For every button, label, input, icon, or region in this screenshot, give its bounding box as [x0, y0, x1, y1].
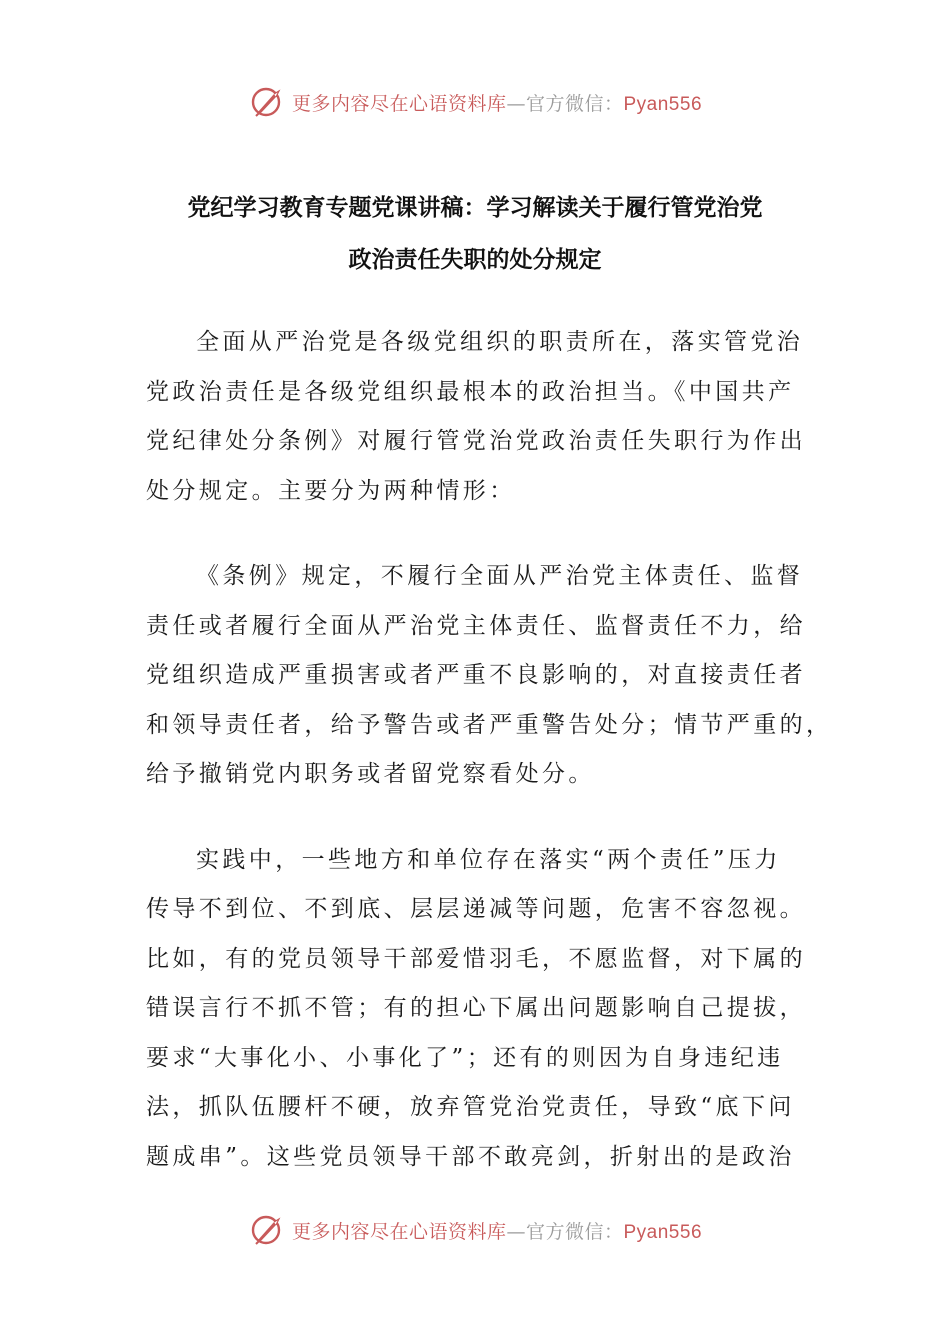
paragraph-line: 处分规定。主要分为两种情形：: [146, 477, 516, 504]
paragraph-line: 《条例》规定，不履行全面从严治党主体责任、监督: [196, 563, 804, 589]
paragraph-line: 实践中，一些地方和单位存在落实“两个责任”压力: [196, 846, 781, 873]
banner-label: 官方微信：: [525, 92, 624, 115]
title-line-2: 政治责任失职的处分规定: [348, 246, 602, 273]
document-title: [150, 182, 800, 286]
banner-wechat-id: Pyan556: [623, 1221, 703, 1243]
pen-nib-logo-icon: [248, 1210, 288, 1250]
banner-dash: —: [506, 1220, 526, 1243]
paragraph: [146, 552, 833, 800]
banner-text: [292, 1217, 702, 1244]
pen-nib-logo-icon: [248, 82, 288, 122]
paragraph-line: 传导不到位、不到底、层层递减等问题，危害不容忽视。: [146, 896, 806, 922]
banner-label: 官方微信：: [525, 1220, 624, 1243]
paragraph-line: 党组织造成严重损害或者严重不良影响的，对直接责任者: [146, 662, 806, 688]
banner-dash: —: [506, 92, 526, 115]
paragraph-line: 党纪律处分条例》对履行管党治党政治责任失职行为作出: [146, 428, 806, 454]
banner-main: 更多内容尽在心语资料库: [291, 92, 507, 115]
paragraph-line: 党政治责任是各级党组织最根本的政治担当。《中国共产: [146, 378, 795, 405]
paragraph-line: 全面从严治党是各级党组织的职责所在，落实管党治: [196, 329, 804, 355]
banner-text: [292, 89, 702, 116]
banner-wechat-id: Pyan556: [623, 93, 703, 115]
document-body: [146, 318, 833, 1218]
paragraph: [146, 836, 806, 1183]
footer-banner: [0, 1210, 950, 1250]
paragraph-line: 错误言行不抓不管；有的担心下属出问题影响自己提拔，: [146, 995, 806, 1021]
paragraph-line: 比如，有的党员领导干部爱惜羽毛，不愿监督，对下属的: [146, 945, 806, 972]
header-banner: [0, 82, 950, 122]
paragraph-line: 要求“大事化小、小事化了”；还有的则因为自身违纪违: [146, 1044, 784, 1071]
title-line-1: 党纪学习教育专题党课讲稿：学习解读关于履行管党治党: [187, 194, 763, 221]
paragraph-line: 法，抓队伍腰杆不硬，放弃管党治党责任，导致“底下问: [146, 1094, 795, 1120]
paragraph-line: 给予撤销党内职务或者留党察看处分。: [146, 761, 595, 787]
paragraph-line: 题成串”。这些党员领导干部不敢亮剑，折射出的是政治: [146, 1143, 795, 1170]
paragraph-line: 和领导责任者，给予警告或者严重警告处分；情节严重的，: [146, 711, 833, 738]
banner-main: 更多内容尽在心语资料库: [291, 1220, 507, 1243]
paragraph-line: 责任或者履行全面从严治党主体责任、监督责任不力，给: [146, 612, 806, 639]
paragraph: [146, 318, 806, 516]
